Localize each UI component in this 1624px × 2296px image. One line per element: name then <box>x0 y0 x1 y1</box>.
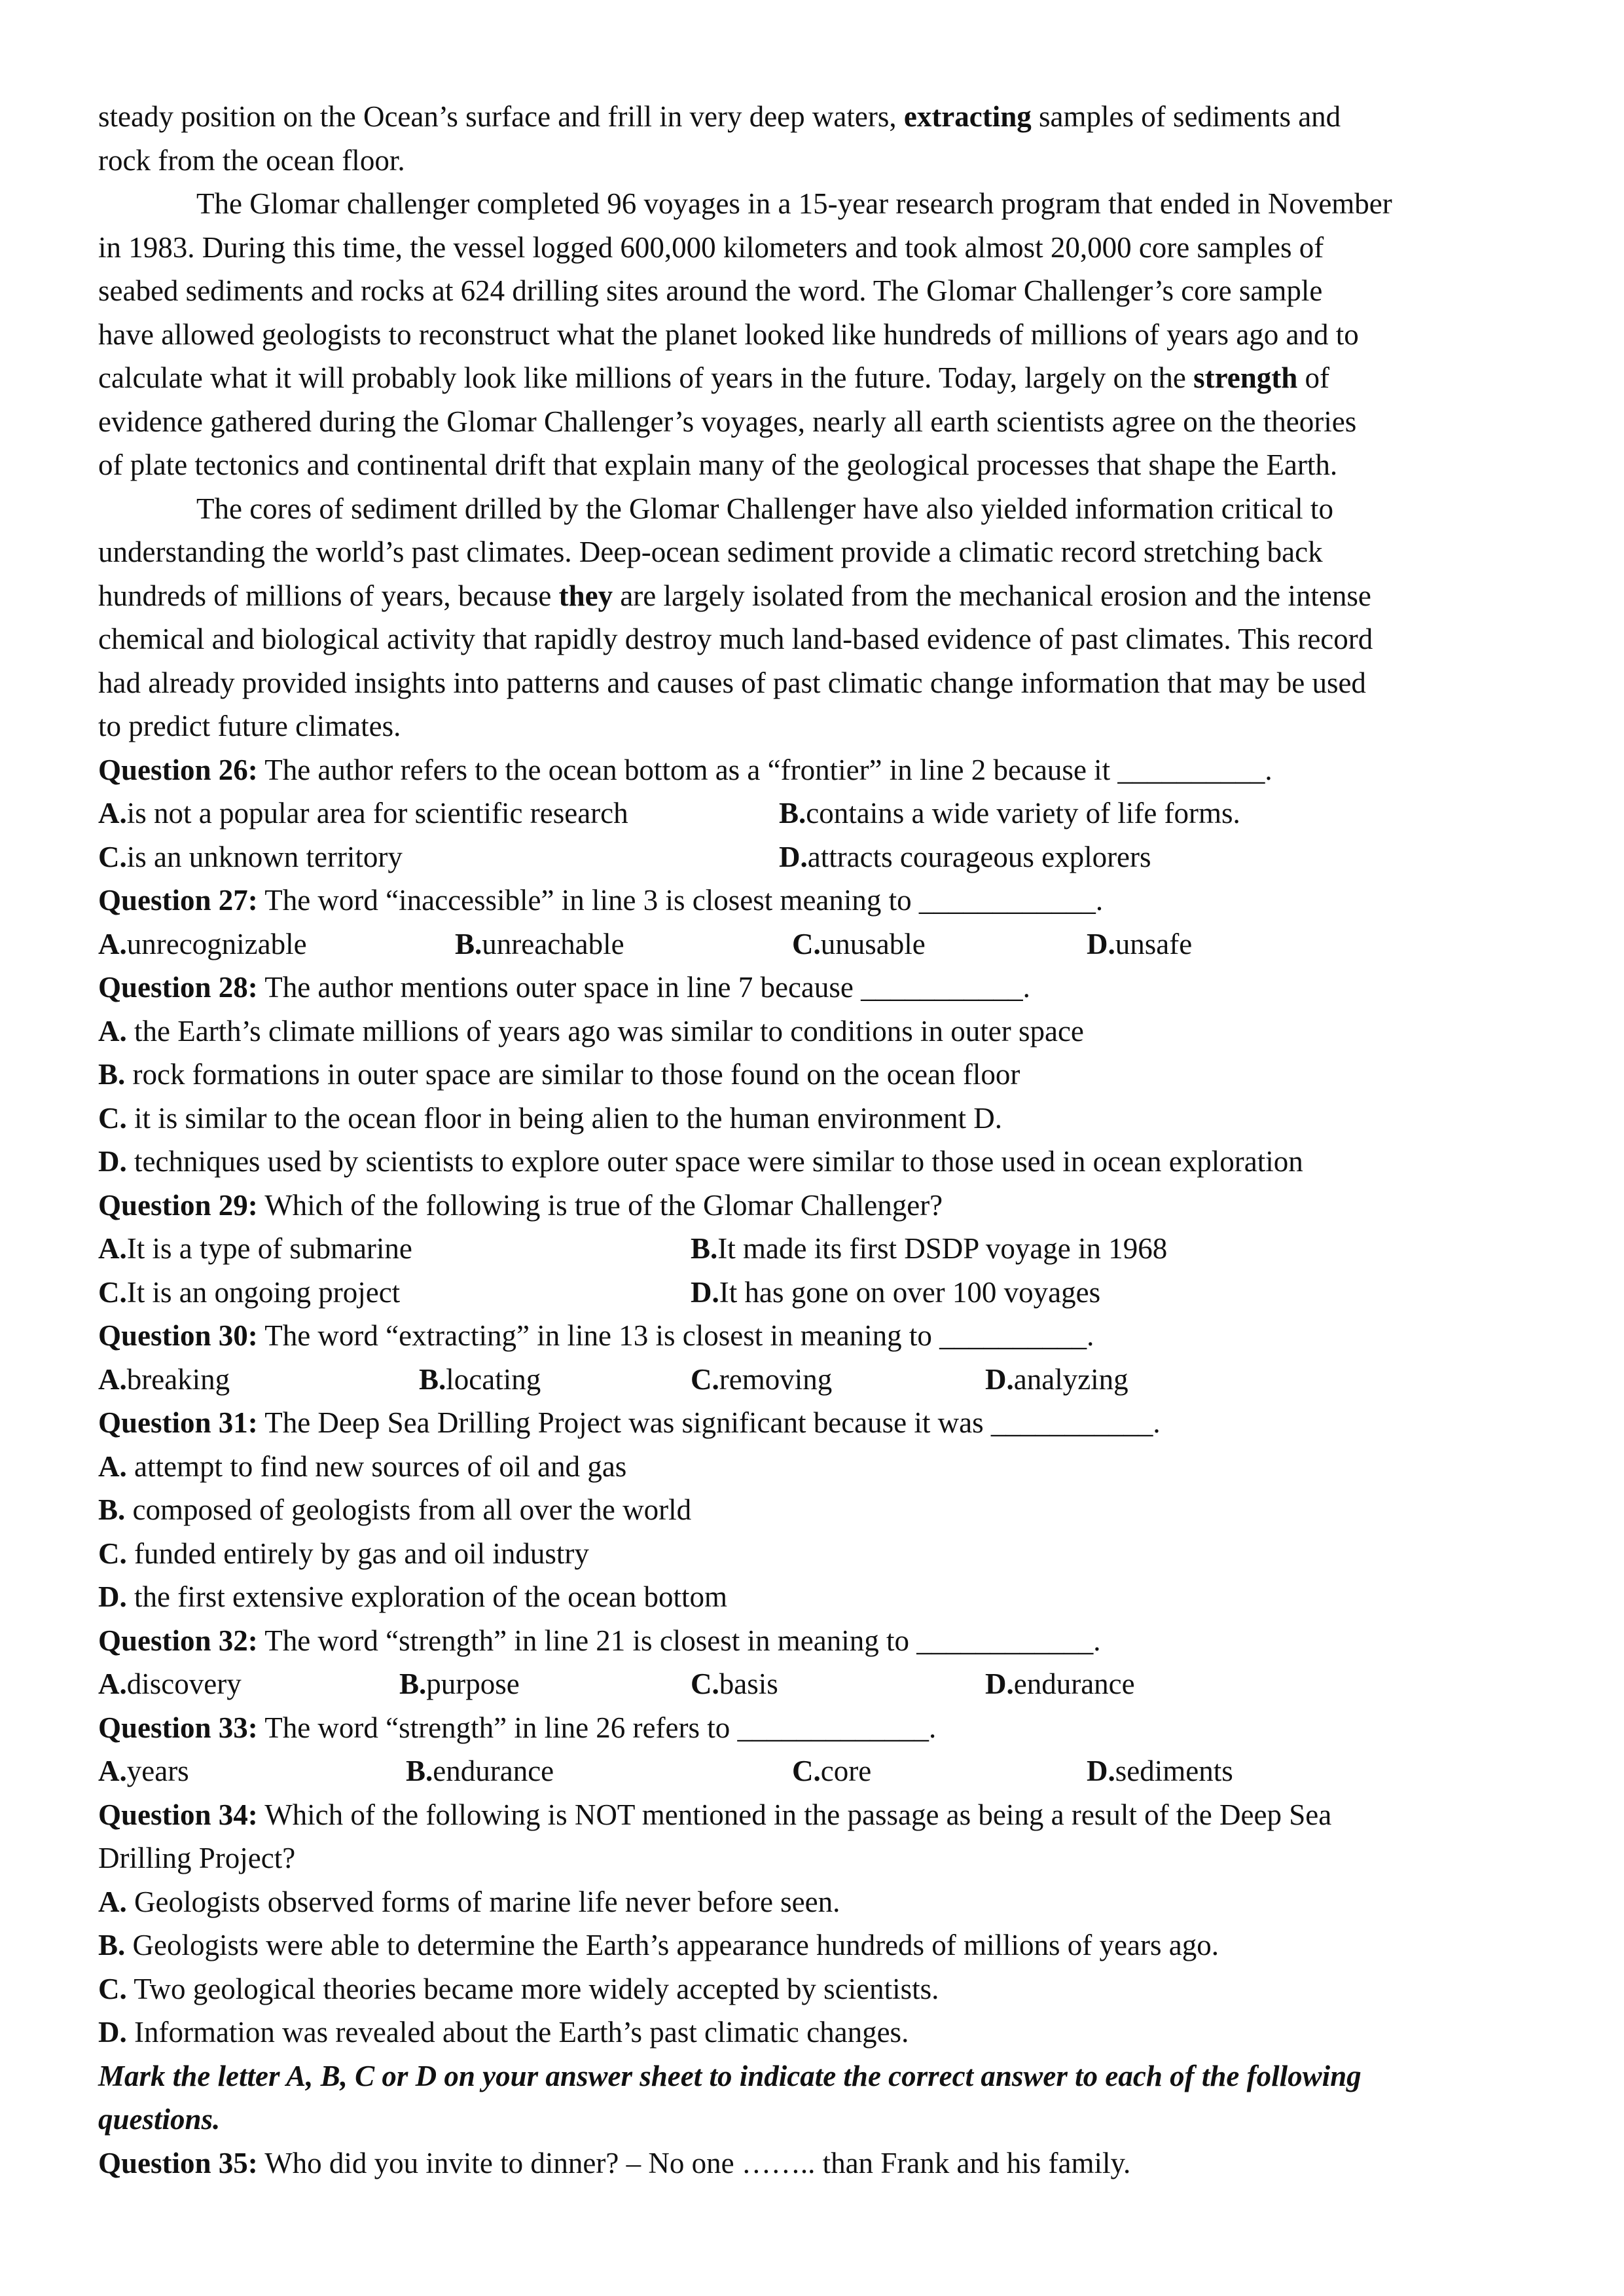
passage-text: of <box>1297 361 1330 394</box>
passage-line: understanding the world’s past climates. Deep-ocean sediment provide a climatic record stretching back <box>98 536 1323 568</box>
option-row <box>98 1271 1538 1315</box>
option-row <box>98 1053 1538 1097</box>
question-label: Question 35: <box>98 2146 258 2179</box>
option-row <box>98 1010 1538 1053</box>
option-letter: C. <box>98 840 127 873</box>
option-row <box>98 1880 1538 1924</box>
highlighted-word: strength <box>1193 361 1298 394</box>
option-text: It has gone on over 100 voyages <box>719 1275 1101 1309</box>
passage-text: steady position on the Ocean’s surface and frill in very deep waters, <box>98 100 904 133</box>
option-letter: B. <box>419 1362 446 1396</box>
option-letter: B. <box>406 1755 433 1787</box>
passage-line: in 1983. During this time, the vessel logged 600,000 kilometers and took almost 20,000 core samples of <box>98 230 1324 264</box>
answer-option[interactable] <box>691 1227 1168 1271</box>
option-letter: C. <box>691 1362 719 1396</box>
question-block <box>98 1793 1538 2054</box>
option-text: It is a type of submarine <box>126 1232 412 1265</box>
question-stem: The word “strength” in line 21 is closest in meaning to ____________. <box>264 1624 1101 1657</box>
question-stem-line <box>98 1619 1538 1663</box>
option-letter: D. <box>691 1275 719 1309</box>
option-letter: A. <box>98 1755 127 1787</box>
option-text: locating <box>446 1362 541 1396</box>
option-letter: B. <box>98 1493 126 1526</box>
option-text: the Earth’s climate millions of years ago was similar to conditions in outer space <box>134 1014 1084 1048</box>
passage-line: seabed sediments and rocks at 624 drilling sites around the word. The Glomar Challenger’s core sample <box>98 274 1323 307</box>
option-letter: C. <box>98 1275 127 1309</box>
option-letter: D. <box>985 1667 1014 1700</box>
option-row <box>98 1923 1538 1967</box>
option-text: purpose <box>426 1667 520 1700</box>
answer-option[interactable] <box>98 1227 412 1271</box>
answer-option[interactable] <box>98 1662 242 1706</box>
option-letter: A. <box>98 927 127 960</box>
passage-line <box>98 574 1538 618</box>
answer-option[interactable] <box>985 1358 1128 1402</box>
question-stem-line <box>98 748 1538 792</box>
option-text: unusable <box>820 927 926 960</box>
answer-option[interactable] <box>98 1749 189 1793</box>
highlighted-word: extracting <box>903 100 1032 133</box>
option-text: core <box>820 1755 872 1787</box>
option-text: the first extensive exploration of the ocean bottom <box>134 1580 727 1613</box>
question-label: Question 28: <box>98 971 258 1004</box>
question-stem-line <box>98 1401 1538 1445</box>
question-stem: The author refers to the ocean bottom as a “frontier” in line 2 because it __________. <box>264 753 1272 786</box>
option-text: sediments <box>1115 1755 1233 1787</box>
option-text: Information was revealed about the Earth’s past climatic changes. <box>134 2016 909 2049</box>
question-block <box>98 879 1538 966</box>
answer-option[interactable] <box>419 1358 541 1402</box>
option-letter: A. <box>98 1014 127 1048</box>
option-row <box>98 1358 1538 1402</box>
answer-option[interactable] <box>779 792 1240 835</box>
option-letter: A. <box>98 797 127 829</box>
option-text: attracts courageous explorers <box>807 840 1151 873</box>
option-letter: A. <box>98 1449 127 1483</box>
passage-text: samples of sediments and <box>1031 100 1341 133</box>
option-letter: C. <box>98 1101 127 1135</box>
option-letter: C. <box>98 1972 127 2005</box>
answer-option[interactable] <box>691 1358 833 1402</box>
option-letter: C. <box>792 1755 821 1787</box>
option-text: years <box>126 1755 189 1787</box>
option-text: unreachable <box>482 927 624 960</box>
answer-option[interactable] <box>98 792 628 835</box>
question-label: Question 26: <box>98 753 258 786</box>
question-block <box>98 966 1538 1184</box>
question-stem: Which of the following is NOT mentioned in the passage as being a result of the Deep Sea <box>264 1798 1332 1831</box>
answer-option[interactable] <box>98 1271 401 1315</box>
option-text: Geologists were able to determine the Earth’s appearance hundreds of millions of years ago. <box>132 1929 1219 1961</box>
answer-option[interactable] <box>98 1358 230 1402</box>
option-letter: D. <box>98 1145 127 1178</box>
option-letter: B. <box>98 1058 126 1091</box>
question-35 <box>98 2141 1538 2185</box>
option-letter: D. <box>98 1580 127 1613</box>
option-letter: B. <box>455 927 482 960</box>
passage-line: The Glomar challenger completed 96 voyages in a 15-year research program that ended in November <box>196 187 1392 220</box>
option-letter: C. <box>691 1667 719 1700</box>
question-stem: The word “inaccessible” in line 3 is closest meaning to ____________. <box>264 884 1104 917</box>
option-row <box>98 2011 1538 2054</box>
passage-line <box>98 95 1538 139</box>
question-label: Question 29: <box>98 1188 258 1222</box>
option-letter: C. <box>98 1537 127 1570</box>
option-text: Two geological theories became more widely accepted by scientists. <box>134 1972 939 2005</box>
question-label: Question 30: <box>98 1319 258 1352</box>
question-label: Question 31: <box>98 1406 258 1439</box>
passage-line: to predict future climates. <box>98 710 401 742</box>
question-stem-line <box>98 879 1538 922</box>
question-block <box>98 1706 1538 1793</box>
highlighted-word: they <box>558 579 613 612</box>
question-stem: The word “extracting” in line 13 is closest in meaning to __________. <box>264 1319 1094 1352</box>
option-text: It made its first DSDP voyage in 1968 <box>717 1232 1168 1265</box>
question-label: Question 32: <box>98 1624 258 1657</box>
option-text: Geologists observed forms of marine life never before seen. <box>134 1885 840 1918</box>
option-row <box>98 1967 1538 2011</box>
option-text: unsafe <box>1115 927 1193 960</box>
answer-option[interactable] <box>98 1580 727 1613</box>
answer-option[interactable] <box>98 1058 1020 1091</box>
option-text: basis <box>719 1667 778 1700</box>
option-text: discovery <box>126 1667 242 1700</box>
answer-option[interactable] <box>98 922 307 966</box>
section-instruction: Mark the letter A, B, C or D on your answer sheet to indicate the correct answer to each of the following <box>98 2059 1362 2092</box>
answer-option[interactable] <box>455 922 624 966</box>
option-row <box>98 792 1538 835</box>
passage-line: have allowed geologists to reconstruct what the planet looked like hundreds of millions of years ago and to <box>98 318 1359 351</box>
question-label: Question 33: <box>98 1711 258 1744</box>
passage-line: rock from the ocean floor. <box>98 143 405 177</box>
option-row <box>98 1445 1538 1489</box>
option-text: endurance <box>433 1755 554 1787</box>
answer-option[interactable] <box>691 1271 1101 1315</box>
passage-text: are largely isolated from the mechanical erosion and the intense <box>613 579 1371 612</box>
option-text: It is an ongoing project <box>126 1275 401 1309</box>
answer-option[interactable] <box>98 1886 840 1918</box>
option-row <box>98 1488 1538 1532</box>
answer-option[interactable] <box>98 1145 1303 1178</box>
option-letter: A. <box>98 1667 127 1700</box>
answer-option[interactable] <box>1087 1749 1233 1793</box>
question-stem: Drilling Project? <box>98 1842 296 1874</box>
passage-text: calculate what it will probably look like millions of years in the future. Today, largely on the <box>98 361 1194 394</box>
question-stem-line <box>98 966 1538 1010</box>
answer-option[interactable] <box>399 1662 520 1706</box>
option-letter: D. <box>1087 927 1115 960</box>
option-text: techniques used by scientists to explore outer space were similar to those used in ocean exploration <box>134 1145 1303 1178</box>
option-letter: A. <box>98 1362 127 1396</box>
option-text: is not a popular area for scientific research <box>126 797 628 829</box>
option-letter: A. <box>98 1232 127 1265</box>
option-letter: D. <box>98 2016 127 2049</box>
option-text: contains a wide variety of life forms. <box>806 797 1240 829</box>
answer-option[interactable] <box>98 1537 589 1570</box>
answer-option[interactable] <box>98 2016 909 2049</box>
question-stem-line <box>98 1793 1538 1837</box>
option-text: composed of geologists from all over the world <box>132 1493 692 1526</box>
option-row <box>98 1532 1538 1576</box>
answer-option[interactable] <box>406 1749 554 1793</box>
answer-option[interactable] <box>98 1973 939 2005</box>
question-block <box>98 1619 1538 1706</box>
option-row <box>98 1749 1538 1793</box>
option-row <box>98 922 1538 966</box>
document-page <box>98 95 1538 2185</box>
option-letter: A. <box>98 1885 127 1918</box>
option-letter: D. <box>985 1362 1014 1396</box>
question-stem-line <box>98 1314 1538 1358</box>
option-letter: C. <box>792 927 821 960</box>
answer-option[interactable] <box>691 1662 778 1706</box>
question-list <box>98 748 1538 2054</box>
question-stem: Which of the following is true of the Glomar Challenger? <box>264 1188 943 1222</box>
answer-option[interactable] <box>792 922 926 966</box>
option-letter: D. <box>1087 1755 1115 1787</box>
question-block <box>98 1401 1538 1619</box>
answer-option[interactable] <box>98 1929 1219 1961</box>
option-text: analyzing <box>1013 1362 1128 1396</box>
question-stem: The word “strength” in line 26 refers to _____________. <box>264 1711 937 1744</box>
option-text: rock formations in outer space are similar to those found on the ocean floor <box>132 1058 1020 1091</box>
answer-option[interactable] <box>98 1450 626 1483</box>
option-row <box>98 1097 1538 1140</box>
passage-line: had already provided insights into patterns and causes of past climatic change information that may be used <box>98 666 1366 699</box>
answer-option[interactable] <box>985 1662 1135 1706</box>
option-text: attempt to find new sources of oil and gas <box>134 1449 627 1483</box>
passage-line: of plate tectonics and continental drift that explain many of the geological processes that shape the Earth. <box>98 448 1338 481</box>
option-row <box>98 835 1538 879</box>
option-text: endurance <box>1013 1667 1135 1700</box>
passage-line <box>98 356 1538 400</box>
question-stem: The Deep Sea Drilling Project was significant because it was ___________. <box>264 1406 1161 1439</box>
question-label: Question 27: <box>98 884 258 917</box>
answer-option[interactable] <box>779 835 1151 879</box>
question-block <box>98 748 1538 879</box>
question-block <box>98 1184 1538 1315</box>
option-letter: D. <box>779 840 808 873</box>
answer-option[interactable] <box>98 1102 1002 1135</box>
question-stem-line <box>98 1184 1538 1228</box>
option-text: removing <box>719 1362 833 1396</box>
answer-option[interactable] <box>1087 922 1193 966</box>
question-stem: Who did you invite to dinner? – No one …….. than Frank and his family. <box>264 2146 1131 2179</box>
question-stem: The author mentions outer space in line 7 because ___________. <box>264 971 1030 1004</box>
option-text: funded entirely by gas and oil industry <box>134 1537 589 1570</box>
option-row <box>98 1662 1538 1706</box>
question-label: Question 34: <box>98 1798 258 1831</box>
option-letter: B. <box>399 1667 427 1700</box>
option-row <box>98 1140 1538 1184</box>
passage-text: hundreds of millions of years, because <box>98 579 559 612</box>
answer-option[interactable] <box>792 1749 872 1793</box>
passage-line: evidence gathered during the Glomar Challenger’s voyages, nearly all earth scientists agree on the theories <box>98 405 1357 438</box>
option-row <box>98 1227 1538 1271</box>
option-text: is an unknown territory <box>126 840 403 873</box>
answer-option[interactable] <box>98 1015 1084 1048</box>
answer-option[interactable] <box>98 1493 691 1526</box>
option-letter: B. <box>98 1929 126 1961</box>
question-stem-line <box>98 1836 1538 1880</box>
option-letter: B. <box>691 1232 718 1265</box>
option-text: breaking <box>126 1362 230 1396</box>
section-instruction: questions. <box>98 2103 221 2136</box>
option-row <box>98 1575 1538 1619</box>
passage-line: The cores of sediment drilled by the Glomar Challenger have also yielded information critical to <box>196 492 1333 525</box>
question-block <box>98 1314 1538 1401</box>
question-stem-line <box>98 1706 1538 1750</box>
answer-option[interactable] <box>98 835 403 879</box>
option-text: unrecognizable <box>126 927 307 960</box>
option-letter: B. <box>779 797 806 829</box>
passage-line: chemical and biological activity that rapidly destroy much land-based evidence of past climates. This record <box>98 623 1373 655</box>
option-text: it is similar to the ocean floor in being alien to the human environment D. <box>134 1101 1002 1135</box>
